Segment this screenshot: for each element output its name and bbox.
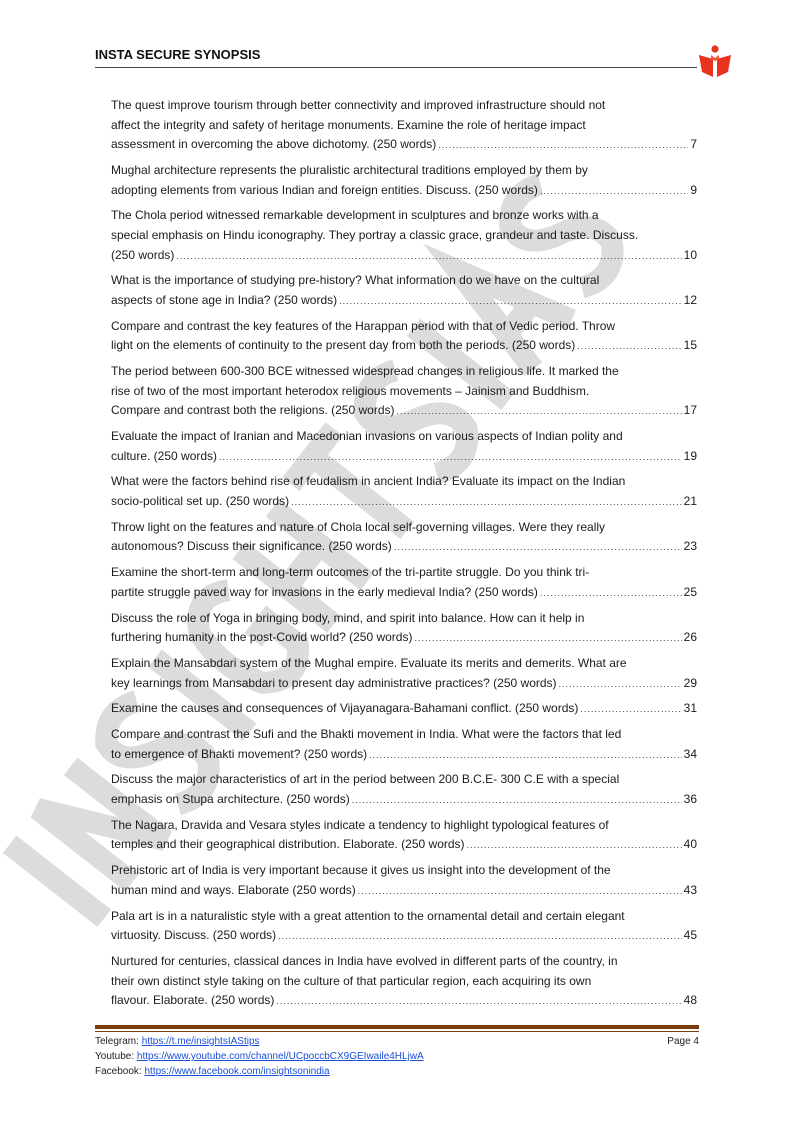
facebook-link[interactable]: https://www.facebook.com/insightsonindia bbox=[144, 1066, 330, 1077]
toc-dot-leader bbox=[438, 135, 688, 155]
toc-entry[interactable] bbox=[111, 472, 697, 511]
toc-entry-final-line bbox=[111, 745, 697, 765]
toc-entry-final-line bbox=[111, 246, 697, 266]
toc-page-number[interactable]: 10 bbox=[683, 247, 697, 262]
toc-entry-text: Examine the causes and consequences of Vijayanagara-Bahamani conflict. (250 words) bbox=[111, 701, 579, 716]
toc-page-number[interactable]: 48 bbox=[683, 993, 697, 1008]
toc-entry-text: human mind and ways. Elaborate (250 words) bbox=[111, 882, 356, 897]
toc-entry-final-line bbox=[111, 628, 697, 648]
toc-entry[interactable] bbox=[111, 861, 697, 900]
toc-page-number[interactable]: 40 bbox=[683, 837, 697, 852]
toc-entry[interactable] bbox=[111, 816, 697, 855]
page-number: Page 4 bbox=[667, 1036, 699, 1047]
toc-entry-text: assessment in overcoming the above dichotomy. (250 words) bbox=[111, 137, 437, 152]
toc-page-number[interactable]: 23 bbox=[683, 539, 697, 554]
toc-page-number[interactable]: 45 bbox=[683, 928, 697, 943]
toc-entry-line: The Nagara, Dravida and Vesara styles indicate a tendency to highlight typological features of bbox=[111, 817, 609, 832]
footer-facebook-line bbox=[95, 1064, 635, 1079]
telegram-link[interactable]: https://t.me/insightsIAStips bbox=[141, 1036, 260, 1047]
toc-entry-text: partite struggle paved way for invasions in the early medieval India? (250 words) bbox=[111, 584, 538, 599]
toc-page-number[interactable]: 7 bbox=[690, 137, 697, 152]
footer-telegram-line bbox=[95, 1034, 635, 1049]
toc-entry-text: flavour. Elaborate. (250 words) bbox=[111, 993, 275, 1008]
toc-entry-line: Discuss the role of Yoga in bringing body, mind, and spirit into balance. How can it help in bbox=[111, 610, 585, 625]
toc-dot-leader bbox=[219, 447, 682, 467]
toc-entry-final-line bbox=[111, 991, 697, 1011]
toc-entry-text: emphasis on Stupa architecture. (250 words) bbox=[111, 792, 350, 807]
toc-dot-leader bbox=[278, 926, 681, 946]
footer bbox=[95, 1034, 699, 1079]
toc-entry[interactable] bbox=[111, 271, 697, 310]
toc-dot-leader bbox=[394, 537, 682, 557]
toc-entry[interactable] bbox=[111, 362, 697, 421]
toc-entry-final-line bbox=[111, 291, 697, 311]
youtube-link[interactable]: https://www.youtube.com/channel/UCpoccbCX9GEIwaile4HLjwA bbox=[136, 1051, 424, 1062]
toc-entry-text: Compare and contrast both the religions. (250 words) bbox=[111, 403, 395, 418]
toc-entry-line: affect the integrity and safety of heritage monuments. Examine the role of heritage impact bbox=[111, 117, 586, 132]
toc-entry-final-line bbox=[111, 926, 697, 946]
toc-entry[interactable] bbox=[111, 161, 697, 200]
header-divider bbox=[95, 67, 697, 68]
toc-page-number[interactable]: 29 bbox=[683, 675, 697, 690]
toc-entry-line: Prehistoric art of India is very important because it gives us insight into the development of the bbox=[111, 863, 611, 878]
toc-entry-final-line bbox=[111, 835, 697, 855]
toc-entry-line: their own distinct style taking on the culture of that particular region, each acquiring its own bbox=[111, 973, 592, 988]
toc-entry-line: Evaluate the impact of Iranian and Macedonian invasions on various aspects of Indian polity and bbox=[111, 429, 623, 444]
facebook-label: Facebook: bbox=[95, 1066, 145, 1077]
toc-dot-leader bbox=[540, 181, 688, 201]
toc-entry-text: (250 words) bbox=[111, 247, 175, 262]
toc-dot-leader bbox=[339, 291, 682, 311]
toc-entry-final-line bbox=[111, 537, 697, 557]
toc-entry-final-line bbox=[111, 699, 697, 719]
toc-entry-line: What were the factors behind rise of feudalism in ancient India? Evaluate its impact on the Indian bbox=[111, 474, 626, 489]
toc-entry-line: Mughal architecture represents the pluralistic architectural traditions employed by them by bbox=[111, 162, 588, 177]
toc-entry-text: adopting elements from various Indian and foreign entities. Discuss. (250 words) bbox=[111, 182, 538, 197]
toc-entry[interactable] bbox=[111, 518, 697, 557]
toc-entry-line: The Chola period witnessed remarkable development in sculptures and bronze works with a bbox=[111, 208, 599, 223]
toc-entry-text: virtuosity. Discuss. (250 words) bbox=[111, 928, 277, 943]
toc-entry-text: autonomous? Discuss their significance. (250 words) bbox=[111, 539, 392, 554]
toc-entry-line: What is the importance of studying pre-history? What information do we have on the cultural bbox=[111, 273, 600, 288]
toc-entry[interactable] bbox=[111, 654, 697, 693]
toc-dot-leader bbox=[396, 401, 681, 421]
telegram-label: Telegram: bbox=[95, 1036, 142, 1047]
toc-entry-final-line bbox=[111, 583, 697, 603]
footer-youtube-line bbox=[95, 1049, 635, 1064]
toc-entry-final-line bbox=[111, 790, 697, 810]
toc-entry-final-line bbox=[111, 674, 697, 694]
toc-entry-text: socio-political set up. (250 words) bbox=[111, 494, 290, 508]
toc-entry-line: The period between 600-300 BCE witnessed widespread changes in religious life. It marked the bbox=[111, 364, 619, 379]
toc-entry-line: rise of two of the most important heterodox religious movements – Jainism and Buddhism. bbox=[111, 383, 590, 398]
toc-entry-line: Throw light on the features and nature of Chola local self-governing villages. Were they really bbox=[111, 519, 606, 534]
toc-entry-line: The quest improve tourism through better connectivity and improved infrastructure should not bbox=[111, 98, 606, 112]
table-of-contents bbox=[111, 96, 697, 1017]
toc-entry[interactable] bbox=[111, 952, 697, 1011]
toc-entry-text: aspects of stone age in India? (250 words) bbox=[111, 292, 338, 307]
toc-dot-leader bbox=[176, 246, 681, 266]
toc-page-number[interactable]: 34 bbox=[683, 746, 697, 761]
footer-divider-thin bbox=[95, 1031, 699, 1032]
toc-dot-leader bbox=[414, 628, 681, 648]
toc-entry-final-line bbox=[111, 336, 697, 356]
watermark-letter-stroke bbox=[10, 844, 105, 918]
toc-dot-leader bbox=[358, 881, 682, 901]
toc-dot-leader bbox=[559, 674, 682, 694]
toc-entry-final-line bbox=[111, 401, 697, 421]
toc-entry[interactable] bbox=[111, 699, 697, 719]
document-header-title: INSTA SECURE SYNOPSIS bbox=[95, 47, 261, 62]
toc-entry-final-line bbox=[111, 447, 697, 467]
toc-entry-final-line bbox=[111, 492, 697, 512]
toc-page-number[interactable]: 26 bbox=[683, 630, 697, 645]
toc-entry[interactable] bbox=[111, 96, 697, 155]
toc-entry[interactable] bbox=[111, 609, 697, 648]
toc-entry-text: key learnings from Mansabdari to present day administrative practices? (250 words) bbox=[111, 675, 557, 690]
toc-dot-leader bbox=[369, 745, 682, 765]
toc-page-number[interactable]: 43 bbox=[683, 882, 697, 897]
toc-page-number[interactable]: 15 bbox=[683, 338, 697, 353]
youtube-label: Youtube: bbox=[95, 1051, 137, 1062]
toc-entry-text: culture. (250 words) bbox=[111, 448, 218, 463]
toc-page-number[interactable]: 25 bbox=[683, 584, 697, 599]
toc-entry-line: Examine the short-term and long-term outcomes of the tri-partite struggle. Do you think tri- bbox=[111, 565, 590, 580]
toc-entry-text: temples and their geographical distribution. Elaborate. (250 words) bbox=[111, 837, 465, 852]
toc-entry[interactable] bbox=[111, 427, 697, 466]
toc-dot-leader bbox=[352, 790, 682, 810]
toc-dot-leader bbox=[291, 492, 682, 512]
toc-page-number[interactable]: 21 bbox=[683, 494, 697, 508]
toc-page-number[interactable]: 9 bbox=[690, 182, 697, 197]
toc-page-number[interactable]: 36 bbox=[683, 792, 697, 807]
toc-entry-text: to emergence of Bhakti movement? (250 words) bbox=[111, 746, 368, 761]
footer-divider-thick bbox=[95, 1025, 699, 1029]
toc-dot-leader bbox=[467, 835, 682, 855]
toc-entry-line: Explain the Mansabdari system of the Mughal empire. Evaluate its merits and demerits. What are bbox=[111, 655, 627, 670]
toc-entry[interactable] bbox=[111, 563, 697, 602]
toc-dot-leader bbox=[540, 583, 682, 603]
toc-entry-final-line bbox=[111, 181, 697, 201]
toc-entry-text: furthering humanity in the post-Covid world? (250 words) bbox=[111, 630, 413, 645]
toc-entry-line: Compare and contrast the Sufi and the Bhakti movement in India. What were the factors that led bbox=[111, 727, 622, 742]
toc-page-number[interactable]: 19 bbox=[683, 448, 697, 463]
toc-entry-line: Discuss the major characteristics of art in the period between 200 B.C.E- 300 C.E with a special bbox=[111, 772, 620, 787]
toc-entry-final-line bbox=[111, 135, 697, 155]
toc-entry-line: Pala art is in a naturalistic style with a great attention to the ornamental detail and certain elegant bbox=[111, 908, 625, 923]
toc-entry-final-line bbox=[111, 881, 697, 901]
toc-entry[interactable] bbox=[111, 907, 697, 946]
toc-entry[interactable] bbox=[111, 206, 697, 265]
toc-entry[interactable] bbox=[111, 725, 697, 764]
toc-dot-leader bbox=[577, 336, 681, 356]
toc-entry-line: Compare and contrast the key features of the Harappan period with that of Vedic period. Throw bbox=[111, 318, 616, 333]
toc-page-number[interactable]: 31 bbox=[683, 701, 697, 716]
toc-entry-line: Nurtured for centuries, classical dances in India have evolved in different parts of the country, in bbox=[111, 953, 618, 968]
toc-dot-leader bbox=[580, 699, 681, 719]
insights-book-logo-icon bbox=[697, 44, 733, 80]
toc-entry-text: light on the elements of continuity to the present day from both the periods. (250 words) bbox=[111, 338, 576, 353]
toc-entry[interactable] bbox=[111, 770, 697, 809]
toc-dot-leader bbox=[276, 991, 681, 1011]
toc-entry-line: special emphasis on Hindu iconography. They portray a classic grace, grandeur and taste. Discuss. bbox=[111, 227, 639, 242]
toc-page-number[interactable]: 17 bbox=[683, 403, 697, 418]
toc-entry[interactable] bbox=[111, 317, 697, 356]
toc-page-number[interactable]: 12 bbox=[683, 292, 697, 307]
